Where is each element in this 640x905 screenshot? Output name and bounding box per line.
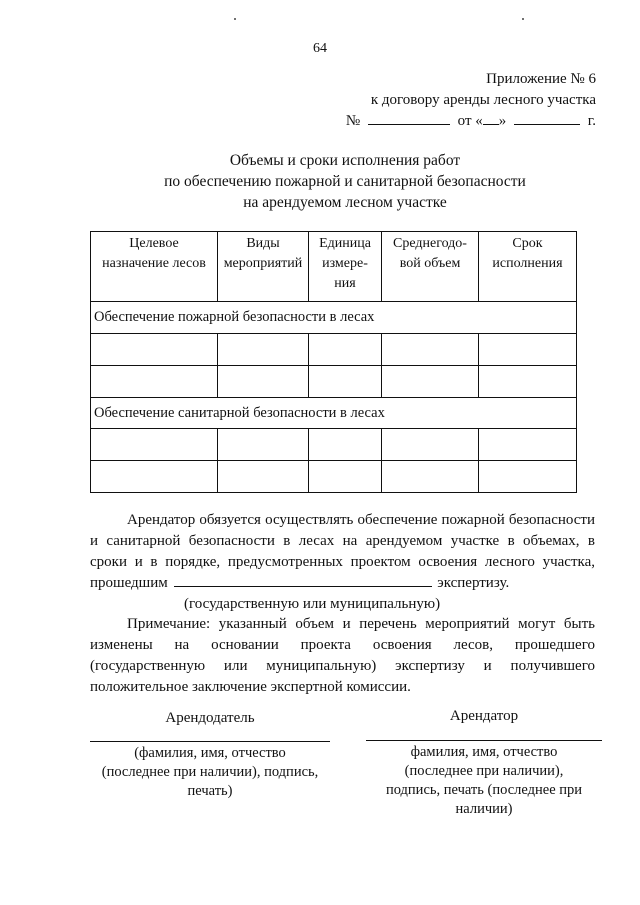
title-line-3: на арендуемом лесном участке: [243, 194, 447, 211]
scan-speck: [522, 18, 524, 20]
header-text: Единица: [319, 236, 371, 251]
table-cell: [382, 334, 479, 366]
document-title: [0, 150, 640, 213]
title-line-2: по обеспечению пожарной и санитарной безопасности: [164, 173, 526, 190]
note-paragraph: [90, 614, 595, 698]
page-number: 64: [313, 41, 327, 56]
caption-line: (последнее при наличии),: [404, 763, 564, 779]
table-header-row: [91, 232, 577, 302]
annex-heading: [346, 69, 596, 132]
paragraph-line: и санитарной безопасности в лесах на арендуемом участке в объемах, в: [90, 533, 595, 549]
header-annual-volume: [382, 232, 479, 302]
table-cell: [382, 461, 479, 493]
note-line: изменены на основании проекта освоения лесов, прошедшего: [90, 637, 595, 653]
quote-close: »: [498, 113, 507, 129]
table-cell: [479, 461, 577, 493]
expertise-type-blank: [174, 586, 432, 587]
table-row: [91, 366, 577, 398]
caption-line: печать): [187, 783, 233, 799]
scan-speck: [234, 18, 236, 20]
caption-line: (последнее при наличии), подпись,: [101, 764, 319, 780]
header-text: измере-: [322, 256, 368, 271]
number-label: №: [345, 113, 361, 129]
expertise-label: экспертизу.: [437, 575, 510, 591]
obligation-paragraph: [90, 510, 595, 615]
annex-line-3: [346, 111, 596, 132]
table-cell: [479, 366, 577, 398]
table-cell: [309, 429, 382, 461]
lessor-title: Арендодатель: [165, 710, 255, 726]
lessor-signature-caption: [80, 744, 340, 801]
header-unit: [309, 232, 382, 302]
table-row: [91, 334, 577, 366]
table-cell: [218, 334, 309, 366]
caption-line: наличии): [455, 801, 513, 817]
from-label: от «: [457, 113, 483, 129]
header-text: Среднегодо-: [393, 236, 467, 251]
section-fire-safety: Обеспечение пожарной безопасности в лесах: [91, 302, 577, 334]
lessee-signature-line: [366, 740, 602, 741]
expertise-type-hint: (государственную или муниципальную): [184, 596, 441, 612]
table-row: [91, 461, 577, 493]
paragraph-line: [90, 573, 595, 594]
lessor-signature-line: [90, 741, 330, 742]
table-cell: [218, 429, 309, 461]
note-line: Примечание: указанный объем и перечень мероприятий могут быть: [127, 616, 595, 632]
caption-line: подпись, печать (последнее при: [385, 782, 583, 798]
table-cell: [91, 429, 218, 461]
table-cell: [479, 334, 577, 366]
header-text: Срок: [512, 236, 543, 251]
title-line-1: Объемы и сроки исполнения работ: [229, 152, 461, 169]
header-text: ния: [334, 276, 356, 291]
table-cell: [309, 461, 382, 493]
header-text: исполнения: [492, 256, 563, 271]
year-label: г.: [587, 113, 596, 129]
header-text: мероприятий: [223, 256, 303, 271]
table-section-row: [91, 398, 577, 429]
caption-line: (фамилия, имя, отчество: [134, 745, 286, 761]
header-text: Виды: [246, 236, 280, 251]
table-cell: [479, 429, 577, 461]
table-cell: [91, 334, 218, 366]
header-text: Целевое: [129, 236, 179, 251]
note-line: (государственную или муниципальную) экспертизу и получившего: [90, 658, 595, 674]
table-cell: [382, 366, 479, 398]
annex-line-1: Приложение № 6: [486, 71, 596, 87]
day-blank: [483, 124, 499, 125]
table-cell: [309, 366, 382, 398]
month-blank: [514, 124, 580, 125]
contract-number-blank: [368, 124, 450, 125]
header-text: вой объем: [399, 256, 461, 271]
note-line: положительное заключение экспертной комиссии.: [90, 679, 411, 695]
caption-line: фамилия, имя, отчество: [410, 744, 558, 760]
table-row: [91, 429, 577, 461]
header-text: назначение лесов: [102, 256, 206, 271]
lessee-title: Арендатор: [449, 708, 519, 724]
table-cell: [218, 461, 309, 493]
header-forest-purpose: [91, 232, 218, 302]
header-activity-types: [218, 232, 309, 302]
table-section-row: [91, 302, 577, 334]
annex-line-2: к договору аренды лесного участка: [370, 92, 596, 108]
table-cell: [91, 366, 218, 398]
table-cell: [309, 334, 382, 366]
table-cell: [382, 429, 479, 461]
paragraph-line: Арендатор обязуется осуществлять обеспечение пожарной безопасности: [127, 512, 595, 528]
lessee-signature-caption: [356, 743, 612, 819]
passed-label: прошедшим: [90, 575, 168, 591]
works-table: [90, 231, 577, 493]
header-deadline: [479, 232, 577, 302]
section-sanitary-safety: Обеспечение санитарной безопасности в лесах: [91, 398, 577, 429]
table-cell: [218, 366, 309, 398]
paragraph-line: сроки и в порядке, предусмотренных проектом освоения лесного участка,: [90, 554, 595, 570]
table-cell: [91, 461, 218, 493]
